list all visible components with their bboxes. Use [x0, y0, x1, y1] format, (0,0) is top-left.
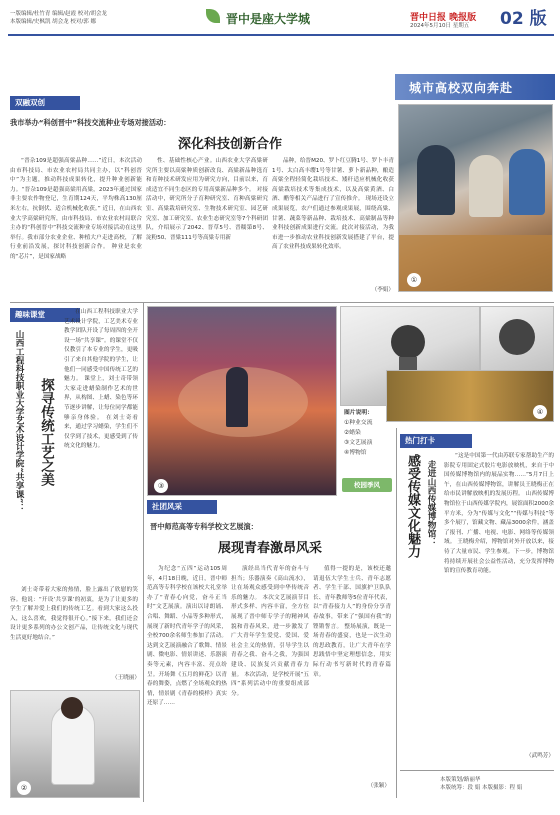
header-rule: [8, 34, 554, 36]
article2-byline: （王晓丽）: [112, 675, 140, 681]
photo-legend: [344, 408, 384, 476]
article3-col2-text: 演经出当代青年的奋斗与担当；乐器演奏《高山流水》，让在场观众感受到中华传统音乐的魅力。 本次文艺展演节目形式多样、内容丰富，全方位展现了晋中师专学子的精神风貌和青春风采，进一步激发了广大青年学生爱党、爱国、爱社会主义的热情，引导学生以青春之我、奋斗之我，为强国建设、民族复兴贡献青春力量。 本次活动，是学校开展“五四”系列活动中的重要组成部分。: [231, 566, 309, 697]
photo-projector-2: [480, 306, 554, 380]
photo-number-circle: ①: [407, 273, 421, 287]
article2-vertical-headline: 探寻传统工艺之美: [38, 378, 54, 486]
divider: [400, 770, 554, 771]
legend-item: ③文艺展演: [344, 440, 373, 446]
photo-figure-shape: [417, 145, 455, 215]
article2-vertical-kicker: 山西工程科技职业大学艺术设计学院“共享课”：: [14, 330, 24, 512]
leaf-icon: [206, 9, 220, 23]
article1-kicker: 我市举办“科创晋中”科技交流种业专场对接活动：: [10, 118, 171, 127]
legend-item: ①种业交流: [344, 420, 373, 426]
photo-batik-class: [10, 690, 140, 798]
article1-byline: （李娟）: [371, 287, 394, 293]
article3-byline: （张颖）: [367, 783, 390, 789]
article4-vertical-headline: 感受传媒文化魅力: [405, 454, 420, 558]
section-title-box: [202, 6, 362, 30]
school-badge: 校园季风: [342, 478, 392, 492]
page-number: 02 版: [500, 9, 547, 29]
top-banner: [395, 74, 555, 100]
article1-col1: [10, 157, 142, 297]
article1-col3-text: 品种，给晋M20、罗卜红豆腾1号、罗卜丰青1号、太白高丰缨1号等甘薯、萝卜新品种，酿造高粱全程轻简化栽培技术、矮秆适应机械化收获高粱栽培技术等集成技术，以及高粱黄酒、白酒、醋等相关产品进行了宣传推介。 现场还设立成果展览，农户们通过参观成果展，围绕高粱、甘薯、蔬菜等新品种、栽培技术、高粱制品等种业科技创新成果进行交流。此次对接活动，为我市进一步推动农业科技创新发展搭建了平台，提高了农业科技成果转化效率。: [272, 158, 394, 251]
article3-col2: [231, 565, 309, 787]
article3-col1: [147, 565, 227, 787]
footer-credits: [440, 776, 554, 792]
legend-title: 图片说明：: [344, 410, 373, 416]
divider: [396, 428, 397, 798]
divider: [143, 302, 144, 802]
article1-col1-text: “晋杂109是超强高粱品种……”近日，本次活动由市科技局、市农业农村局共同主办，以“科创晋中”为主题，推动科技成果转化，提升种业创新能力。“晋杂109是超强高粱用高粱，2023年通过国家非主要农作物登记，生育期124天，平均株高130厘米左右，抗倒伏、适合机械化收获。” 近日，在山西农业大学高粱研究所，由市科技局、市农业农村局联合主办的“科创晋中”科技交流种业专场对接活动在这里举行。我市部分农业企业、种植大户走进高校，了解行业前沿发展，探讨科技创新合作。 种业是农业的“芯片”，是国家战略: [10, 158, 142, 260]
article1-headline: 深化科技创新合作: [177, 137, 282, 152]
footer-line: 本版策划/路丽华: [440, 777, 481, 783]
section-tag-shetuanfengcai: 社团风采: [147, 500, 217, 514]
section-title: 晋中是座大学城: [226, 12, 311, 26]
article2-right-col-text: 在山西工程科技职业大学艺术设计学院，工艺美术专业教学团队开设了每周四的全开设一场“共享课”。的课堂不仅仅教引了本专业的学生，更吸引了来自其他学院的学生，让他们一同感受中国传统工艺的魅力。 课堂上，刘士奇带领大家走进蜡染制作艺术的世界，从构图、上蜡、染色等环节逐步讲解，让每位同学都能够亲身体验。 在刘士奇看来，通过学习蜡染，学生们不仅学到了技术，更感受到了传统文化的魅力。: [64, 309, 138, 450]
article3-col3-text: 值得一提的是，该校还邀请退伍大学生士兵、青年志愿者、学生干部、国旗护卫队队长、青年教师等5位青年代表，以“青春接力人”的身份分享青春故事，带来了“强国有我”的铿锵誓言。 整场展演，既是一场青春的盛宴，也是一次生动的思政教育，让广大青年在学思践悟中坚定理想信念，用实际行动书写新时代的青春篇章。: [313, 566, 391, 678]
photo-number-circle: ②: [17, 781, 31, 795]
photo-figure-shape: [469, 155, 503, 217]
article2-bottom: [10, 586, 138, 672]
photo-figure-shape: [226, 367, 248, 427]
article4-vertical-kicker: 走进山西传媒博物馆：: [426, 460, 436, 546]
photo-figure-shape: [509, 149, 545, 215]
article4-text-body: “这是中国第一代由苏联专家帮助生产的影院专用固定式胶片电影放映机，来自于中国传媒博物馆内的展品实物……”5月7日上午，在山西传媒博物馆，讲解员王晓梅正在给市民讲解放映机的发展历程。 山西传媒博物馆位于山西传媒学院内，展馆面积2000余平方米，分为“传媒与文化”“传媒与科技”等多个展厅，馆藏文物、藏品3000余件，涵盖了报刊、广播、电视、电影、网络等传媒领域。 王晓梅介绍，博物馆对外开放以来，接待了大量市民、学生参观。下一步，博物馆将持续开展社会公益性活动，充分发挥博物馆的宣传教育功能。: [444, 453, 554, 575]
divider: [10, 302, 554, 303]
section-tag-remendaka: 热门打卡: [400, 434, 472, 448]
section-tag-quweiketang: 趣味课堂: [10, 308, 80, 322]
issue-date: 2024年5月10日 星期五: [410, 23, 470, 29]
photo-number-circle: ③: [154, 479, 168, 493]
editor-line: 一版编辑/杜竹青 编辑/赵霞 校对/胡会龙: [10, 11, 108, 17]
article4-byline: （武鸣芳）: [526, 753, 554, 759]
article1-col2: [146, 157, 268, 297]
article3-col1-text: 为纪念“五四”运动105周年，4月18日晚，近日，晋中师范高等专科学校在该校大礼堂举办了“青春心向党，奋斗正当时”文艺展演。演出以诗朗诵、合唱、舞蹈、小品等多种形式，展现了新时代青年学子的风采，全校700余名师生参加了活动。 达到文艺展演融合了歌舞、情景剧、微电影、情景讲述、乐器演奏等元素，内容丰富、亮点纷呈。开场舞《五月的鲜花》以青春的舞姿，点燃了全场观众的热情，情景剧《青春的模样》真实还原了……: [147, 566, 227, 707]
photo-film-reels: [386, 370, 554, 422]
footer-line: 本版统筹：段 娟 本版摄影：程 娟: [440, 785, 523, 791]
article1-col2-text: 性、基础性核心产业。山西农业大学高粱研究所主要以高粱种质创新改良、高粱新品种选育和育种技术研发应用为研究方向，目前以来，育成适宜不同生态区的专用高粱新品种多个。 对接活动中，研究所分子育种研究室、育种高粱研究室、高粱栽培研究室、生物技术研究室、园艺研究室、加工研究室、农业生态研究室等7个科研团队，介绍展示了2042、晋草5号、晋糯第8号、淀粉50、晋粱111号等高粱专用新: [146, 158, 268, 241]
article3-col3: [313, 565, 391, 780]
article3-kicker: 晋中师范高等专科学校文艺展演：: [150, 522, 258, 531]
masthead: [410, 5, 490, 21]
legend-item: ④博物馆: [344, 450, 367, 456]
photo-reel-shape: [499, 319, 535, 355]
photo-head-shape: [61, 697, 83, 719]
article1-col3: [272, 157, 394, 287]
photo-reel-shape: [391, 325, 425, 359]
photo-table-shape: [399, 235, 553, 292]
photo-seed-exchange: [398, 104, 553, 292]
legend-item: ②蜡染: [344, 430, 361, 436]
section-tag-shuangchuang: 双融双创: [10, 96, 80, 110]
paper-name: 晋中日报 晚报版: [410, 13, 477, 23]
article2-right-col: [64, 308, 138, 578]
banner-title: 城市高校双向奔赴: [409, 81, 514, 95]
article4-text: [444, 452, 554, 752]
article3-headline: 展现青春激昂风采: [217, 541, 322, 556]
photo-performance: [147, 306, 337, 496]
editor-credits: [10, 10, 160, 26]
article2-bottom-text: 刘士奇带着大家的热情，脸上露出了欣慰的笑容。他说：“开设‘共享课’的初衷，是为了让更多的学生了解并爱上我们的传统工艺。看到大家这么投入，这么喜欢，我觉得很开心。”接下来，我们还会设计更多系列的办公文创产品，让传统文化与现代生活更好地结合。”: [10, 587, 138, 641]
editor-line: 本版编辑/史枫凯 胡会龙 校对/郭 娜: [10, 19, 96, 25]
photo-number-circle: ④: [533, 405, 547, 419]
